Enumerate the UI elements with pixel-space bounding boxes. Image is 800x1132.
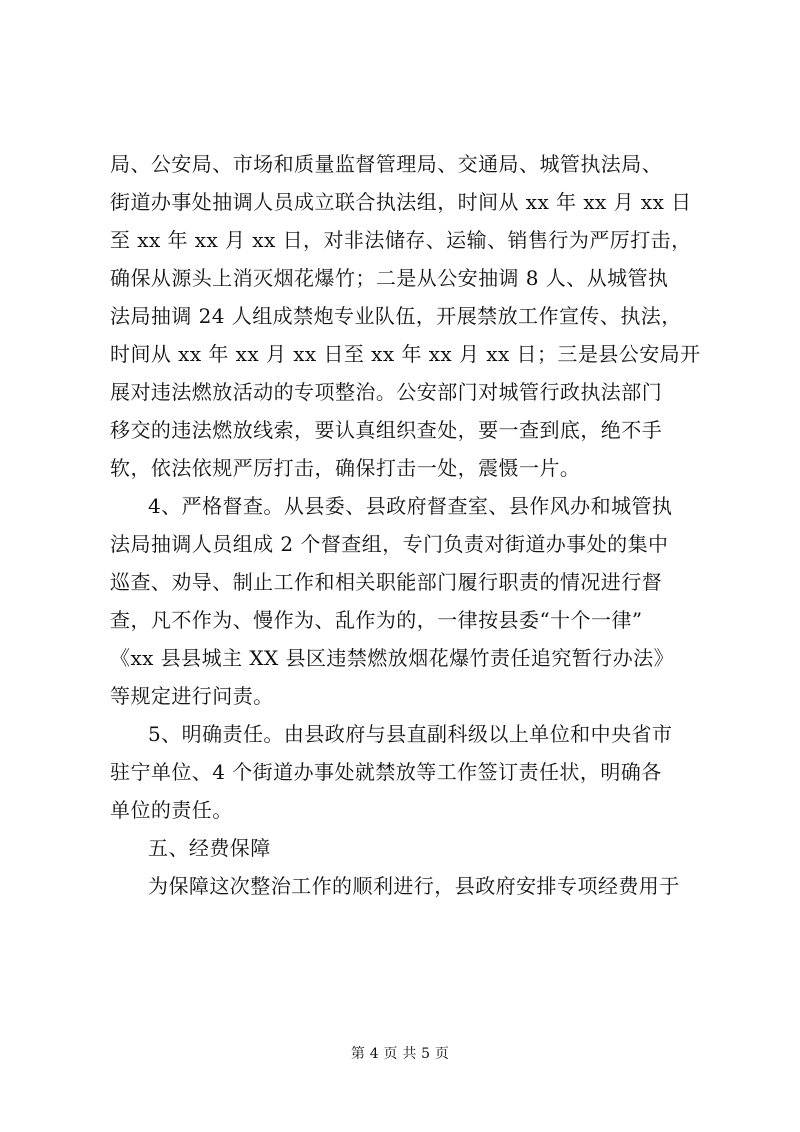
- text-line: 等规定进行问责。: [110, 684, 274, 708]
- text-line: 街道办事处抽调人员成立联合执法组，时间从 xx 年 xx 月 xx 日: [110, 190, 692, 214]
- text-line: 法局抽调 24 人组成禁炮专业队伍，开展禁放工作宣传、执法，: [110, 304, 682, 328]
- text-line: 软，依法依规严厉打击，确保打击一处，震慑一片。: [110, 456, 581, 480]
- page-footer: 第 4 页 共 5 页: [350, 1046, 450, 1062]
- text-line: 巡查、劝导、制止工作和相关职能部门履行职责的情况进行督: [110, 570, 663, 594]
- text-line: 《xx 县县城主 XX 县区违禁燃放烟花爆竹责任追究暂行办法》: [110, 646, 675, 670]
- text-line: 时间从 xx 年 xx 月 xx 日至 xx 年 xx 月 xx 日；三是县公安局开: [110, 342, 701, 366]
- text-line: 单位的责任。: [110, 798, 233, 822]
- text-line: 至 xx 年 xx 月 xx 日，对非法储存、运输、销售行为严厉打击，: [110, 228, 692, 252]
- text-line: 移交的违法燃放线索，要认真组织查处，要一查到底，绝不手: [110, 418, 663, 442]
- paragraph-heading: 4、严格督查。从县委、县政府督查室、县作风办和城管执: [148, 494, 673, 518]
- section-heading: 五、经费保障: [148, 836, 271, 860]
- text-line: 法局抽调人员组成 2 个督查组，专门负责对街道办事处的集中: [110, 532, 669, 556]
- text-line: 为保障这次整治工作的顺利进行，县政府安排专项经费用于: [148, 874, 680, 898]
- text-line: 局、公安局、市场和质量监督管理局、交通局、城管执法局、: [110, 152, 663, 176]
- paragraph-heading: 5、明确责任。由县政府与县直副科级以上单位和中央省市: [148, 722, 673, 746]
- text-line: 展对违法燃放活动的专项整治。公安部门对城管行政执法部门: [110, 380, 663, 404]
- text-line: 查，凡不作为、慢作为、乱作为的，一律按县委“十个一律”: [110, 608, 643, 632]
- text-line: 驻宁单位、4 个街道办事处就禁放等工作签订责任状，明确各: [110, 760, 662, 784]
- text-line: 确保从源头上消灭烟花爆竹；二是从公安抽调 8 人、从城管执: [110, 266, 669, 290]
